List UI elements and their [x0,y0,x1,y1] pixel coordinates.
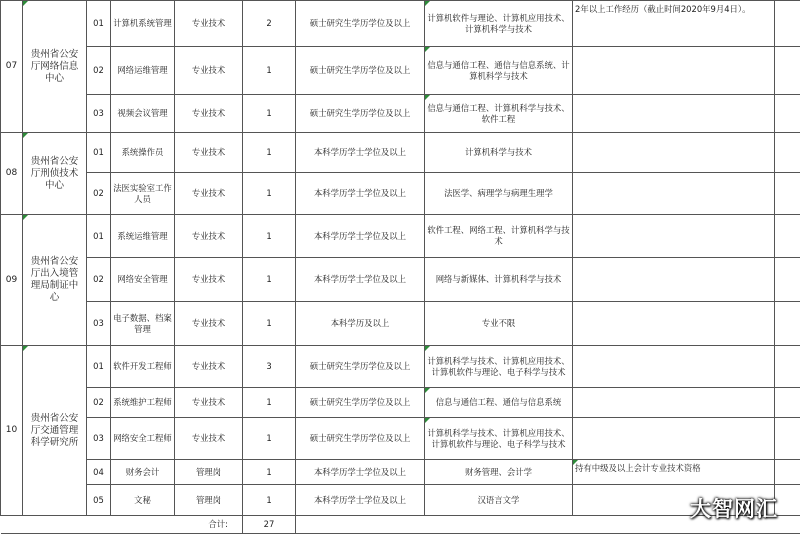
major-req: 网络与新媒体、计算机科学与技术 [425,258,573,302]
education-req: 本科学历学士学位及以上 [296,485,425,516]
education-req: 本科学历学士学位及以上 [296,460,425,485]
remark: 2年以上工作经历（截止时间2020年9月4日）。 [573,1,775,47]
major-req: 法医学、病理学与病理生理学 [425,173,573,215]
post-no: 01 [87,1,111,47]
table-row [1,388,800,418]
post-category: 专业技术 [175,95,243,133]
education-req: 硕士研究生学历学位及以上 [296,388,425,418]
remark [573,418,775,460]
table-row [1,133,800,173]
post-no: 01 [87,215,111,258]
remark [573,95,775,133]
blank-cell [775,133,800,173]
total-row [1,516,800,534]
table-row [1,95,800,133]
remark [573,47,775,95]
remark [573,346,775,388]
major-req: 计算机科学与技术、计算机应用技术、计算机软件与理论、电子科学与技术 [425,346,573,388]
remark [573,173,775,215]
post-count: 1 [243,388,296,418]
post-no: 02 [87,388,111,418]
post-name: 系统操作员 [111,133,175,173]
post-category: 专业技术 [175,215,243,258]
post-category: 专业技术 [175,346,243,388]
post-category: 专业技术 [175,388,243,418]
post-count: 1 [243,258,296,302]
blank-cell [775,485,800,516]
table-row [1,302,800,346]
total-label: 合计: [1,516,243,534]
table-row [1,47,800,95]
remark [573,215,775,258]
post-count: 1 [243,133,296,173]
post-category: 管理岗 [175,485,243,516]
post-name: 法医实验室工作人员 [111,173,175,215]
post-no: 01 [87,346,111,388]
education-req: 硕士研究生学历学位及以上 [296,346,425,388]
post-count: 3 [243,346,296,388]
major-req: 计算机科学与技术 [425,133,573,173]
education-req: 本科学历及以上 [296,302,425,346]
blank-cell [775,1,800,47]
group-code: 07 [1,1,23,133]
table-row [1,485,800,516]
major-req: 信息与通信工程、通信与信息系统 [425,388,573,418]
post-no: 03 [87,95,111,133]
post-no: 03 [87,302,111,346]
post-category: 专业技术 [175,1,243,47]
group-code: 09 [1,215,23,346]
post-name: 文秘 [111,485,175,516]
blank-cell [775,258,800,302]
post-category: 管理岗 [175,460,243,485]
table-row [1,258,800,302]
post-name: 财务会计 [111,460,175,485]
major-req: 汉语言文学 [425,485,573,516]
blank-cell [775,418,800,460]
blank-cell [775,95,800,133]
table-row [1,173,800,215]
education-req: 本科学历学士学位及以上 [296,173,425,215]
major-req: 信息与通信工程、通信与信息系统、计算机科学与技术 [425,47,573,95]
major-req: 软件工程、网络工程、计算机科学与技术 [425,215,573,258]
post-count: 1 [243,173,296,215]
post-no: 02 [87,173,111,215]
post-count: 2 [243,1,296,47]
post-name: 网络安全工程师 [111,418,175,460]
education-req: 硕士研究生学历学位及以上 [296,1,425,47]
table-row [1,215,800,258]
education-req: 硕士研究生学历学位及以上 [296,47,425,95]
post-count: 1 [243,215,296,258]
post-category: 专业技术 [175,302,243,346]
org-name: 贵州省公安厅出入境管理局制证中心 [23,215,87,346]
education-req: 本科学历学士学位及以上 [296,133,425,173]
post-count: 1 [243,95,296,133]
post-name: 计算机系统管理 [111,1,175,47]
remark [573,133,775,173]
education-req: 硕士研究生学历学位及以上 [296,95,425,133]
post-count: 1 [243,460,296,485]
post-no: 04 [87,460,111,485]
major-req: 计算机科学与技术、计算机应用技术、计算机软件与理论、电子科学与技术 [425,418,573,460]
post-name: 网络运维管理 [111,47,175,95]
remark: 持有中级及以上会计专业技术资格 [573,460,775,485]
blank-cell [775,516,800,534]
post-category: 专业技术 [175,133,243,173]
education-req: 硕士研究生学历学位及以上 [296,418,425,460]
post-no: 05 [87,485,111,516]
post-category: 专业技术 [175,258,243,302]
blank-cell [775,346,800,388]
education-req: 本科学历学士学位及以上 [296,215,425,258]
post-no: 02 [87,258,111,302]
post-no: 03 [87,418,111,460]
major-req: 专业不限 [425,302,573,346]
post-no: 01 [87,133,111,173]
education-req: 本科学历学士学位及以上 [296,258,425,302]
post-no: 02 [87,47,111,95]
table-row [1,346,800,388]
major-req: 财务管理、会计学 [425,460,573,485]
post-name: 电子数据、档案管理 [111,302,175,346]
blank-cell [425,516,573,534]
post-category: 专业技术 [175,47,243,95]
post-count: 1 [243,302,296,346]
post-count: 1 [243,47,296,95]
major-req: 信息与通信工程、计算机科学与技术、软件工程 [425,95,573,133]
remark [573,258,775,302]
total-value: 27 [243,516,296,534]
post-name: 系统运维管理 [111,215,175,258]
remark [573,302,775,346]
blank-cell [775,388,800,418]
blank-cell [775,173,800,215]
post-name: 系统维护工程师 [111,388,175,418]
blank-cell [775,215,800,258]
post-name: 网络安全管理 [111,258,175,302]
org-name: 贵州省公安厅刑侦技术中心 [23,133,87,215]
blank-cell [775,460,800,485]
table-row [1,1,800,47]
blank-cell [296,516,425,534]
post-name: 视频会议管理 [111,95,175,133]
table-row [1,418,800,460]
org-name: 贵州省公安厅网络信息中心 [23,1,87,133]
watermark: 大智网汇 [690,497,778,521]
post-count: 1 [243,485,296,516]
org-name: 贵州省公安厅交通管理科学研究所 [23,346,87,516]
post-name: 软件开发工程师 [111,346,175,388]
blank-cell [775,47,800,95]
post-count: 1 [243,418,296,460]
group-code: 10 [1,346,23,516]
major-req: 计算机软件与理论、计算机应用技术、计算机科学与技术 [425,1,573,47]
group-code: 08 [1,133,23,215]
remark [573,388,775,418]
table-row [1,460,800,485]
blank-cell [775,302,800,346]
post-category: 专业技术 [175,418,243,460]
post-category: 专业技术 [175,173,243,215]
